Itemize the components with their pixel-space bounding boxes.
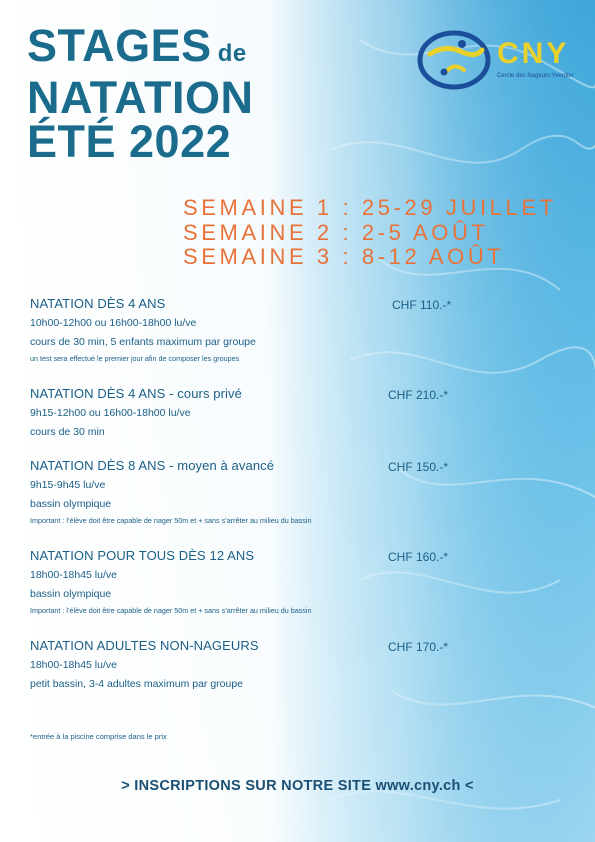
course-detail: bassin olympique [30, 498, 112, 510]
course-name: NATATION DÈS 4 ANS - cours privé [30, 386, 242, 401]
course-name: NATATION DÈS 8 ANS - moyen à avancé [30, 458, 275, 473]
course-schedule: 18h00-18h45 lu/ve [30, 569, 117, 581]
course-item [30, 386, 560, 442]
title-line-3: ÉTÉ 2022 [27, 116, 232, 167]
course-detail: petit bassin, 3-4 adultes maximum par groupe [30, 678, 244, 690]
course-price: CHF 210.-* [388, 388, 449, 402]
poster-title [27, 20, 254, 167]
course-detail: cours de 30 min, 5 enfants maximum par groupe [30, 336, 256, 348]
registration-call-to-action[interactable]: > INSCRIPTIONS SUR NOTRE SITE www.cny.ch < [121, 778, 474, 794]
price-footnote: *entrée à la piscine comprise dans le prix [30, 732, 167, 741]
title-de: de [217, 40, 247, 67]
title-line-2: NATATION [27, 72, 254, 123]
weeks-list [183, 196, 557, 270]
course-name: NATATION ADULTES NON-NAGEURS [30, 638, 259, 653]
week-2: SEMAINE 2 : 2-5 AOÛT [183, 219, 489, 245]
week-3: SEMAINE 3 : 8-12 AOÛT [183, 244, 505, 269]
course-note: Important : l’élève doit être capable de nager 50m et + sans s’arrêter au milieu du bassin [30, 516, 312, 525]
title-line-1: STAGES de [27, 20, 247, 71]
course-price: CHF 170.-* [388, 640, 449, 654]
course-schedule: 9h15-9h45 lu/ve [30, 479, 106, 491]
week-1: SEMAINE 1 : 25-29 JUILLET [183, 195, 557, 220]
course-price: CHF 160.-* [388, 550, 449, 564]
course-detail: cours de 30 min [30, 426, 105, 438]
course-note: un test sera effectué le premier jour afin de composer les groupes [30, 354, 240, 363]
course-note: Important : l’élève doit être capable de nager 50m et + sans s’arrêter au milieu du bassin [30, 606, 312, 615]
course-item [30, 458, 560, 528]
course-item [30, 638, 560, 694]
logo-subtitle: Cercle des Nageurs Yverdon [497, 73, 574, 79]
course-price: CHF 150.-* [388, 460, 449, 474]
course-schedule: 10h00-12h00 ou 16h00-18h00 lu/ve [30, 317, 197, 329]
course-schedule: 18h00-18h45 lu/ve [30, 659, 117, 671]
course-detail: bassin olympique [30, 588, 112, 600]
course-name: NATATION POUR TOUS DÈS 12 ANS [30, 548, 255, 563]
course-item [30, 296, 560, 366]
course-item [30, 548, 560, 618]
logo-acronym: CNY [497, 37, 570, 70]
course-schedule: 9h15-12h00 ou 16h00-18h00 lu/ve [30, 407, 191, 419]
course-name: NATATION DÈS 4 ANS [30, 296, 166, 311]
course-price: CHF 110.-* [392, 298, 452, 312]
